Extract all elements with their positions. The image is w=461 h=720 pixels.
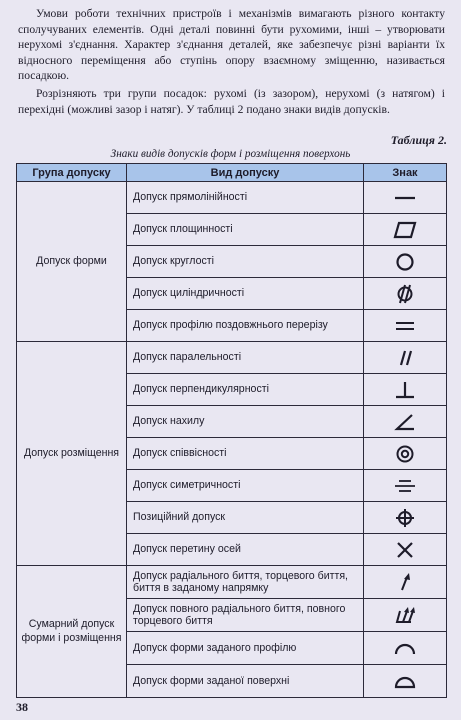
tolerance-kind: Допуск площинності <box>127 214 364 246</box>
table-header-row <box>17 164 447 182</box>
tolerance-kind: Допуск форми заданого профілю <box>127 632 364 665</box>
angularity-icon <box>390 411 420 433</box>
page-number: 38 <box>16 700 28 714</box>
tolerance-kind: Допуск паралельності <box>127 342 364 374</box>
straightness-icon <box>390 187 420 209</box>
tolerance-kind: Допуск циліндричності <box>127 278 364 310</box>
symmetry-icon <box>390 475 420 497</box>
flatness-icon <box>390 219 420 241</box>
tolerance-kind: Допуск форми заданої поверхні <box>127 665 364 698</box>
table-row <box>17 182 447 214</box>
tolerance-kind: Допуск профілю поздовжнього перерізу <box>127 310 364 342</box>
tolerance-kind: Допуск радіального биття, торцевого биття, биття в заданому напрямку <box>127 566 364 599</box>
tolerance-kind: Позиційний допуск <box>127 502 364 534</box>
concentricity-icon <box>390 443 420 465</box>
paragraph-fits: Умови роботи технічних пристроїв і механізмів вимагають різного контакту сполучуваних елементів. Одні деталі повинні бути рухомими, інші – утворювати нерухомі з'єднання. Характер з'єднання деталей, яке забезпечує різні варіанти їх відносного переміщення або ступінь опору взаємному зміщенню, називається посадкою. <box>18 7 445 83</box>
line-profile-icon <box>390 637 420 659</box>
paragraph-fit-groups: Розрізняють три групи посадок: рухомі (із зазором), нерухомі (з натягом) і перехідні (можливі зазор і натяг). У таблиці 2 подано знаки видів допусків. <box>18 87 445 116</box>
surface-profile-icon <box>390 670 420 692</box>
table-row <box>17 566 447 599</box>
header-group: Група допуску <box>17 164 127 182</box>
tolerance-kind: Допуск прямолінійності <box>127 182 364 214</box>
group-form: Допуск форми <box>17 182 127 342</box>
tolerance-kind: Допуск співвісності <box>127 438 364 470</box>
runout-icon <box>390 571 420 593</box>
tolerance-signs-table <box>16 163 447 698</box>
group-location: Допуск розміщення <box>17 342 127 566</box>
profile-longitudinal-icon <box>390 315 420 337</box>
position-icon <box>390 507 420 529</box>
tolerance-kind: Допуск перетину осей <box>127 534 364 566</box>
axis-intersection-icon <box>390 539 420 561</box>
table-caption: Таблиця 2. <box>390 133 447 147</box>
header-sign: Знак <box>364 164 447 182</box>
table-row <box>17 342 447 374</box>
cylindricity-icon <box>390 283 420 305</box>
tolerance-kind: Допуск повного радіального биття, повного торцевого биття <box>127 599 364 632</box>
tolerance-kind: Допуск перпендикулярності <box>127 374 364 406</box>
circularity-icon <box>390 251 420 273</box>
header-kind: Вид допуску <box>127 164 364 182</box>
table-title: Знаки видів допусків форм і розміщення поверхонь <box>110 148 351 160</box>
tolerance-kind: Допуск симетричності <box>127 470 364 502</box>
perpendicularity-icon <box>390 379 420 401</box>
total-runout-icon <box>390 604 420 626</box>
tolerance-kind: Допуск круглості <box>127 246 364 278</box>
group-combined: Сумарний допуск форми і розміщення <box>17 566 127 698</box>
tolerance-kind: Допуск нахилу <box>127 406 364 438</box>
parallelism-icon <box>390 347 420 369</box>
